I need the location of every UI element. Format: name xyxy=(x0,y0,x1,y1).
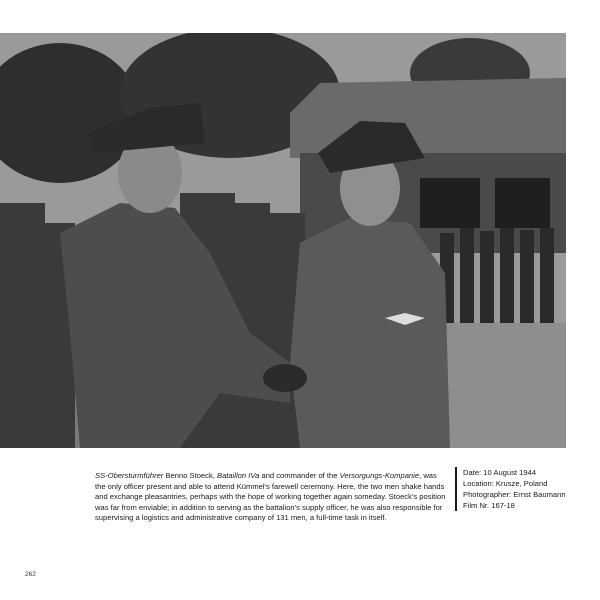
caption-body: was the only officer present and able to attend Kümmel's farewell ceremony. Here, the two men shake hands and exchange pleasantries, perhaps with the hope of working together again someday. Stoeck's position was far from enviable; in addition to serving as the battalion's supply officer, he was also responsible for supervising a logistics and administrative company of 131 men, a full-time task in itself. xyxy=(95,471,446,523)
photo-illustration xyxy=(0,33,566,448)
photo-caption xyxy=(95,471,447,524)
photo-location: Location: Krusze, Poland xyxy=(463,479,548,488)
caption-text-a: Benno Stoeck, xyxy=(163,471,217,480)
caption-company: Versorgungs-Kompanie xyxy=(339,471,420,480)
photo-photographer: Photographer: Ernst Baumann xyxy=(463,490,566,499)
caption-unit: Bataillon IVa xyxy=(217,471,260,480)
photo-date: Date: 10 August 1944 xyxy=(463,468,537,477)
photo-film-number: Film Nr. 167-18 xyxy=(463,501,515,510)
page-number: 262 xyxy=(25,571,36,578)
caption-text-c: , xyxy=(419,471,422,480)
caption-rank: SS-Obersturmführer xyxy=(95,471,164,480)
photo-metadata xyxy=(455,467,593,511)
photograph xyxy=(0,33,566,448)
caption-text-b: and commander of the xyxy=(259,471,340,480)
